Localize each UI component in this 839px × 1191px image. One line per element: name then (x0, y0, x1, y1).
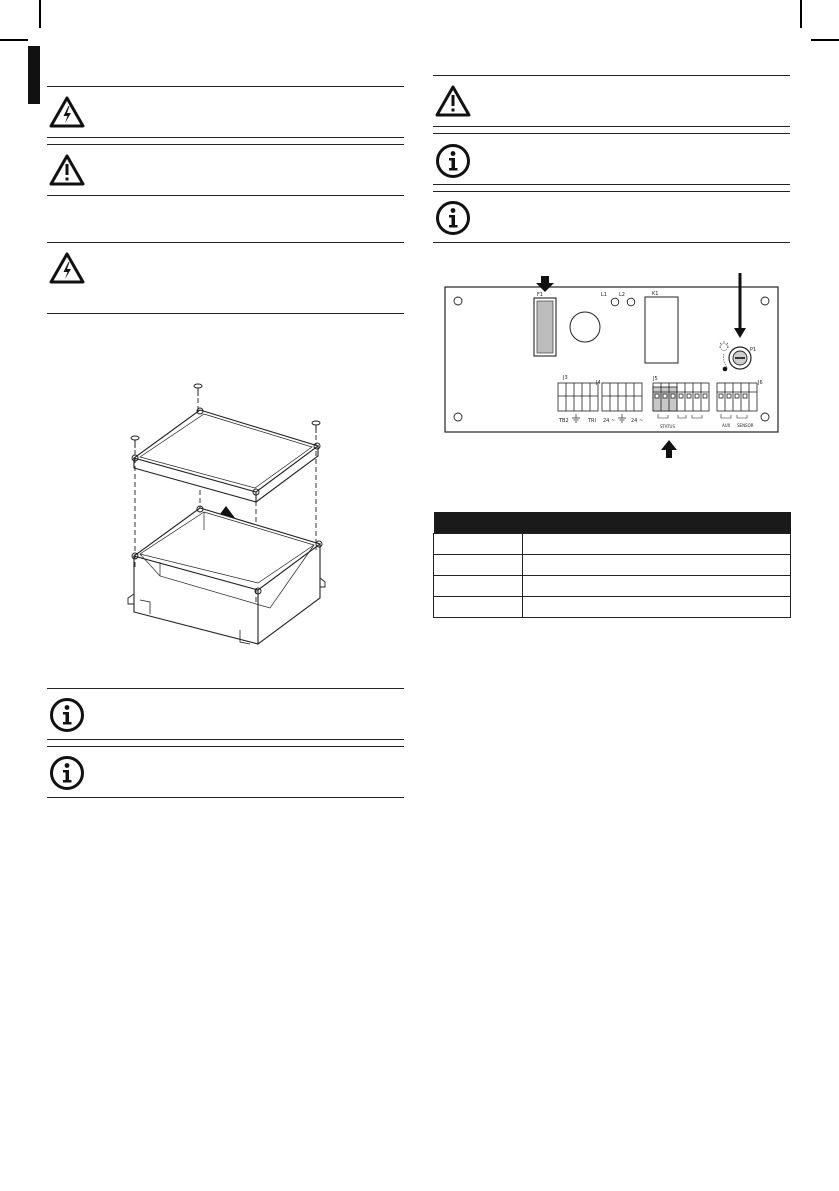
electric-hazard-icon (48, 95, 86, 129)
section-tab-marker (28, 46, 40, 104)
rule (47, 688, 404, 689)
table-cell (523, 555, 791, 576)
rule (433, 126, 790, 127)
connector-j3-label: J3 (563, 375, 568, 381)
table-row (434, 555, 791, 576)
electric-hazard-icon (48, 251, 86, 285)
terminal-j4-label-right: 24 ~ (631, 418, 644, 424)
terminal-j6-label-right: SENSOR (737, 423, 754, 428)
status-arrow-icon (661, 440, 677, 458)
terminal-j3-label-right: TRI (588, 418, 597, 424)
table-row (434, 534, 791, 555)
terminal-j4-label-left: 24 ~ (603, 418, 616, 424)
rule (47, 242, 404, 243)
led-l1-label: L1 (601, 292, 607, 298)
crop-mark (39, 0, 41, 28)
led-l2 (627, 298, 635, 306)
led-l1 (611, 298, 619, 306)
rule (433, 133, 790, 134)
relay-label: K1 (652, 291, 659, 297)
trimmer-label: P1 (750, 347, 757, 353)
enclosure-exploded-illustration (120, 380, 340, 645)
info-icon (49, 697, 85, 733)
info-icon (435, 143, 471, 179)
terminal-j6-label-left: AUX (722, 423, 731, 428)
rule (47, 739, 404, 740)
table-cell (434, 555, 523, 576)
rule (47, 313, 404, 314)
table-row (434, 597, 791, 618)
terminal-j5-label: STATUS (660, 424, 676, 429)
rule (47, 195, 404, 196)
rule (433, 191, 790, 192)
table-header-cell (523, 512, 791, 534)
rule (47, 746, 404, 747)
table-cell (434, 576, 523, 597)
crop-mark (0, 39, 28, 41)
rule (47, 86, 404, 87)
table-cell (523, 576, 791, 597)
rule (47, 137, 404, 138)
rule (47, 797, 404, 798)
table-header-cell (434, 512, 523, 534)
description-table (433, 512, 791, 618)
table-cell (434, 597, 523, 618)
connector-j6-label: J6 (758, 380, 763, 386)
terminal-block-j5 (653, 383, 709, 411)
warning-icon (48, 153, 86, 187)
info-icon (435, 200, 471, 236)
table-header-row (434, 512, 791, 534)
rule (433, 242, 790, 243)
rule (433, 184, 790, 185)
terminal-block-j6 (717, 383, 757, 411)
crop-mark (800, 0, 802, 28)
rule (433, 75, 790, 76)
connector-j5-label: J5 (653, 376, 658, 382)
connector-j4-label: J4 (596, 380, 601, 386)
table-cell (523, 597, 791, 618)
fuse-label: F1 (537, 292, 544, 298)
terminal-j3-label-left: TB2 (559, 418, 569, 424)
warning-icon (434, 84, 472, 118)
table-cell (523, 534, 791, 555)
terminal-block-j4 (602, 383, 642, 411)
crop-mark (811, 39, 839, 41)
info-icon (49, 755, 85, 791)
terminal-block-j3 (558, 383, 598, 411)
rule (47, 144, 404, 145)
led-l2-label: L2 (619, 292, 625, 298)
table-row (434, 576, 791, 597)
circuit-board-diagram (440, 270, 785, 460)
table-cell (434, 534, 523, 555)
